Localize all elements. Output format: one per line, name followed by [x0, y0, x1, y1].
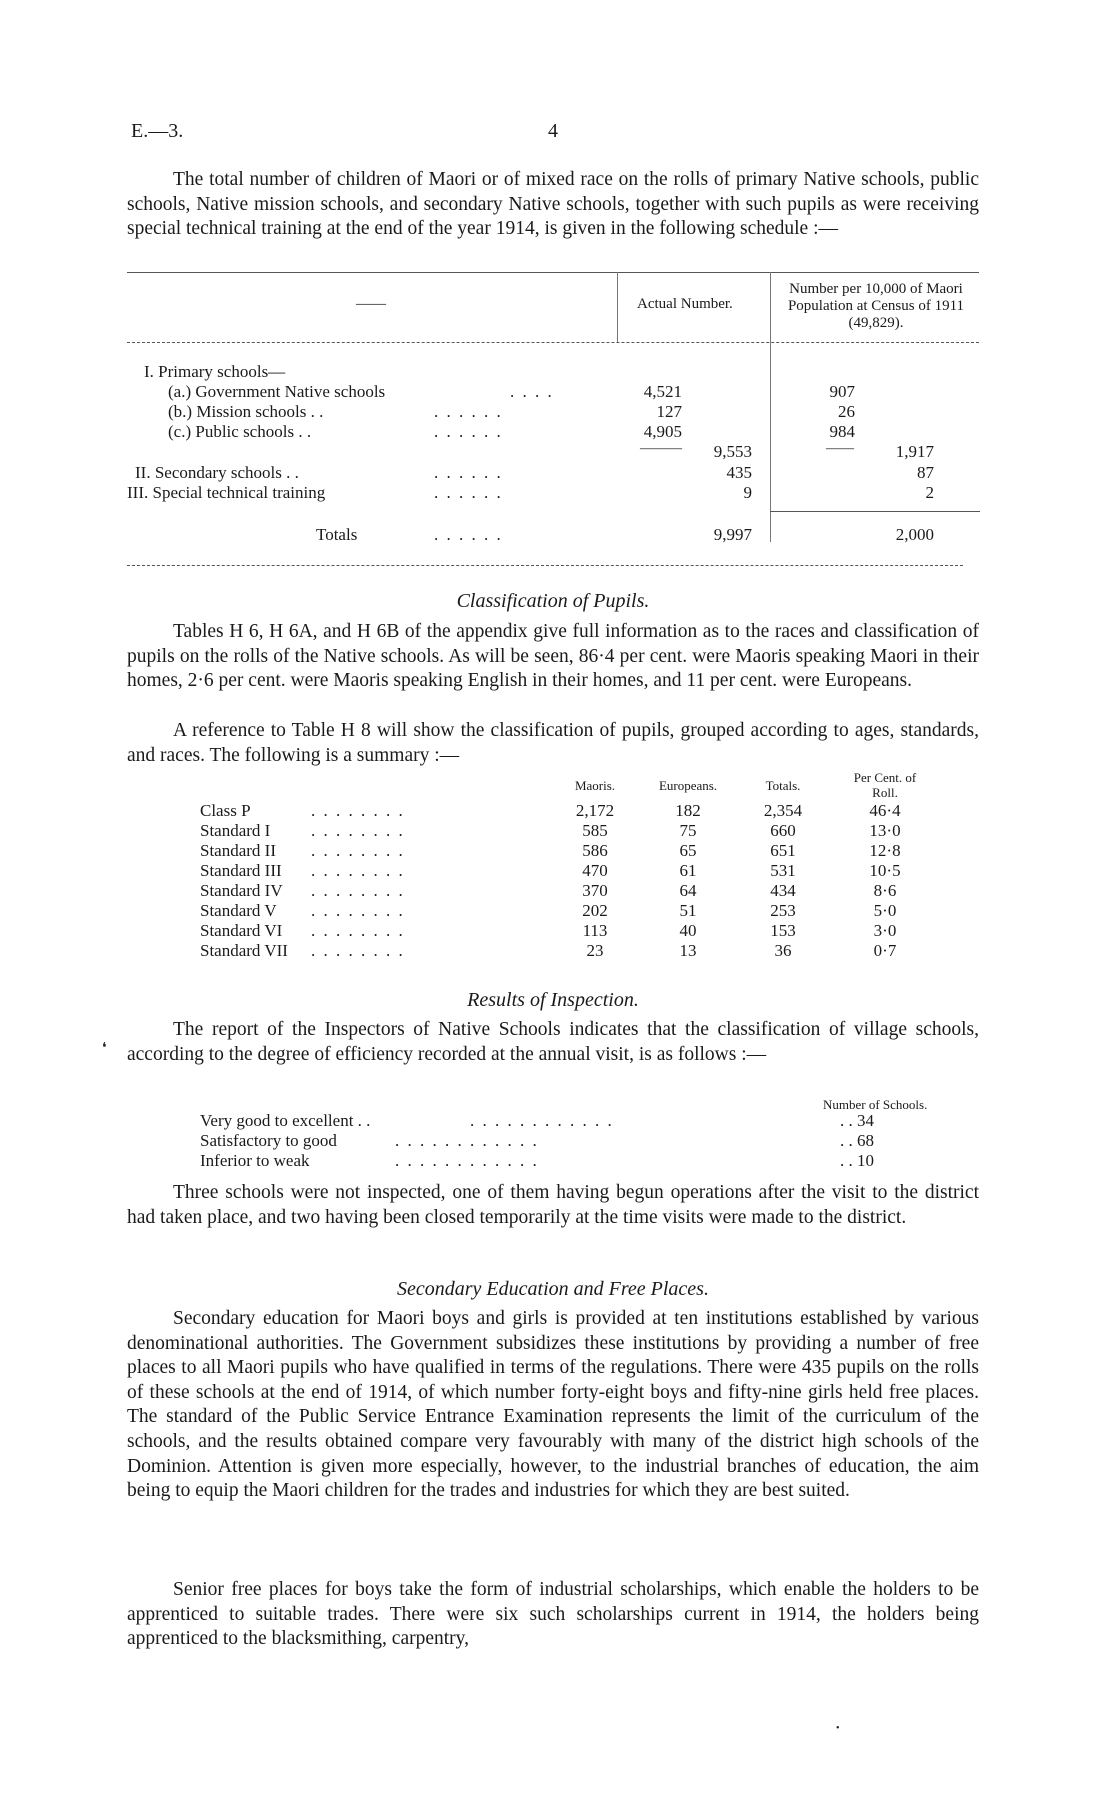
row-value: . . 10 — [840, 1151, 874, 1170]
para-results: The report of the Inspectors of Native Schools indicates that the classification of village schools, according to the degree of efficiency recorded at the annual visit, is as follows :— — [127, 1019, 979, 1065]
row-dots: . . . . . . . . — [311, 941, 405, 960]
heading-secondary: Secondary Education and Free Places. — [397, 1278, 709, 1300]
row-per-total: 87 — [917, 463, 934, 482]
cell-europeans: 13 — [679, 941, 697, 960]
row-subtotal: 9 — [743, 483, 752, 502]
cell-percent: 13·0 — [869, 821, 901, 840]
cell-percent: 46·4 — [869, 801, 901, 820]
row-per-total: 2 — [925, 483, 934, 502]
para-uninspected: Three schools were not inspected, one of them having begun operations after the visit to the district had taken place, and two having been closed temporarily at the time visits were made to the district. — [127, 1182, 979, 1228]
row-label: Standard VII — [200, 941, 288, 960]
row-label: Standard VI — [200, 921, 283, 940]
margin-mark: ❛ — [102, 1041, 107, 1056]
cell-europeans: 75 — [679, 821, 697, 840]
header-col-divider-2 — [770, 272, 771, 542]
row-label: Standard II — [200, 841, 277, 860]
cell-percent: 8·6 — [873, 881, 897, 900]
cell-maoris: 202 — [582, 901, 608, 920]
row-dots: . . . . . . . . — [311, 861, 405, 880]
cell-europeans: 61 — [679, 861, 697, 880]
row-dots: . . . . . . . . — [311, 821, 405, 840]
cell-maoris: 586 — [582, 841, 608, 860]
cell-totals: 2,354 — [763, 801, 803, 820]
row-label: (a.) Government Native schools — [168, 382, 386, 401]
row-subtotal: 9,553 — [713, 442, 752, 461]
cell-maoris: 2,172 — [575, 801, 615, 820]
cell-europeans: 51 — [679, 901, 697, 920]
heading-classification: Classification of Pupils. — [456, 590, 650, 612]
para-classification-2: A reference to Table H 8 will show the classification of pupils, grouped according to ages, standards, and races. The following is a summary :— — [127, 720, 979, 766]
row-value: . . 34 — [840, 1111, 874, 1130]
cell-totals: 253 — [770, 901, 796, 920]
row-label: Very good to excellent . . — [200, 1111, 371, 1130]
page-number: 4 — [548, 120, 558, 142]
row-dots: . . . . . . — [434, 402, 503, 421]
totals-label: Totals — [316, 525, 358, 544]
row-per: 26 — [838, 402, 855, 421]
table-top-rule — [127, 272, 979, 273]
cell-europeans: 40 — [679, 921, 697, 940]
col-header-number-of-schools: Number of Schools. — [823, 1097, 928, 1112]
cell-percent: 3·0 — [873, 921, 897, 940]
row-label: (c.) Public schools . . — [168, 422, 312, 441]
row-dots: . . . . . . . . — [311, 921, 405, 940]
row-label: Class P — [200, 801, 251, 820]
row-dots: . . . . . . — [434, 422, 503, 441]
totals-per: 2,000 — [895, 525, 934, 544]
cell-maoris: 23 — [586, 941, 604, 960]
totals-actual: 9,997 — [713, 525, 752, 544]
cell-percent: 5·0 — [873, 901, 897, 920]
row-dots: . . . . . . . . . . . . — [395, 1131, 539, 1150]
header-col-divider-1 — [617, 272, 618, 342]
para-classification-1: Tables H 6, H 6A, and H 6B of the appendix give full information as to the races and classification of pupils on the rolls of the Native schools. As will be seen, 86·4 per cent. were Maoris speaking Maori in their homes, 2·6 per cent. were Maoris speaking English in their homes, and 11 per cent. were Europeans. — [127, 621, 979, 692]
cell-maoris: 470 — [582, 861, 608, 880]
row-label: Standard IV — [200, 881, 283, 900]
cell-totals: 651 — [770, 841, 796, 860]
row-subtotal: 435 — [726, 463, 752, 482]
page-speck: • — [836, 1723, 840, 1734]
row-actual: 4,521 — [643, 382, 682, 401]
row-actual: 4,905 — [643, 422, 682, 441]
para-senior: Senior free places for boys take the form of industrial scholarships, which enable the holders to be apprenticed to suitable trades. There were six such scholarships current in 1914, the holders being apprenticed to the blacksmithing, carpentry, — [127, 1579, 979, 1650]
header-per-10000: Number per 10,000 of Maori Population at Census of 1911 (49,829). — [787, 281, 965, 331]
subtotal-dash: ——— — [640, 441, 682, 456]
cell-europeans: 182 — [675, 801, 701, 820]
row-label: Standard I — [200, 821, 271, 840]
row-label: Satisfactory to good — [200, 1131, 337, 1150]
row-per: 907 — [829, 382, 855, 401]
row-label: II. Secondary schools . . — [135, 463, 299, 482]
cell-europeans: 64 — [679, 881, 697, 900]
cell-totals: 434 — [770, 881, 796, 900]
header-actual-number: Actual Number. — [637, 296, 733, 312]
row-dots: . . . . . . — [434, 463, 503, 482]
row-label: III. Special technical training — [127, 483, 326, 502]
row-dots: . . . . . . . . . . . . — [470, 1111, 614, 1130]
table-bottom-rule — [127, 565, 963, 566]
header-blank-dash: —— — [356, 296, 386, 312]
col-header-percent: Per Cent. of Roll. — [853, 770, 917, 800]
totals-top-rule — [770, 511, 980, 512]
row-label: Standard III — [200, 861, 282, 880]
heading-results: Results of Inspection. — [467, 989, 639, 1011]
row-actual: 127 — [656, 402, 682, 421]
cell-totals: 660 — [770, 821, 796, 840]
row-per-total: 1,917 — [895, 442, 934, 461]
intro-paragraph: The total number of children of Maori or of mixed race on the rolls of primary Native schools, public schools, Native mission schools, and secondary Native schools, together with such pupils as were receiving special technical training at the end of the year 1914, is given in the following schedule :— — [127, 169, 979, 240]
row-dots: . . . . . . . . — [311, 881, 405, 900]
row-label: Standard V — [200, 901, 277, 920]
per-subtotal-dash: —— — [826, 441, 854, 456]
cell-percent: 10·5 — [869, 861, 901, 880]
col-header-maoris: Maoris. — [574, 778, 616, 793]
header-bottom-rule — [127, 342, 979, 343]
row-label: Inferior to weak — [200, 1151, 310, 1170]
col-header-europeans: Europeans. — [658, 778, 718, 793]
page-reference: E.—3. — [131, 120, 184, 142]
cell-totals: 36 — [774, 941, 792, 960]
row-label: (b.) Mission schools . . — [168, 402, 324, 421]
cell-totals: 153 — [770, 921, 796, 940]
row-label: I. Primary schools— — [144, 362, 286, 381]
row-dots: . . . . . . . . — [311, 901, 405, 920]
totals-dots: . . . . . . — [434, 525, 503, 544]
cell-totals: 531 — [770, 861, 796, 880]
row-value: . . 68 — [840, 1131, 874, 1150]
cell-maoris: 370 — [582, 881, 608, 900]
col-header-totals: Totals. — [765, 778, 801, 793]
cell-percent: 0·7 — [873, 941, 897, 960]
cell-maoris: 585 — [582, 821, 608, 840]
cell-percent: 12·8 — [869, 841, 901, 860]
para-secondary: Secondary education for Maori boys and girls is provided at ten institutions established by various denominational authorities. The Government subsidizes these institutions by providing a number of free places to all Maori pupils who have qualified in terms of the regulations. There were 435 pupils on the rolls of these schools at the end of 1914, of which number forty-eight boys and fifty-nine girls held free places. The standard of the Public Service Entrance Examination represents the limit of the curriculum of the schools, and the results obtained compare very favourably with many of the district high schools of the Dominion. Attention is given more especially, however, to the industrial branches of education, the aim being to equip the Maori children for the trades and industries for which they are best suited. — [127, 1308, 979, 1502]
row-dots: . . . . . . . . — [311, 801, 405, 820]
row-dots: . . . . . . — [434, 483, 503, 502]
cell-europeans: 65 — [679, 841, 697, 860]
row-per: 984 — [829, 422, 855, 441]
row-dots: . . . . . . . . . . . . — [395, 1151, 539, 1170]
row-dots: . . . . . . . . — [311, 841, 405, 860]
row-dots: . . . . — [510, 382, 554, 401]
cell-maoris: 113 — [582, 921, 608, 940]
